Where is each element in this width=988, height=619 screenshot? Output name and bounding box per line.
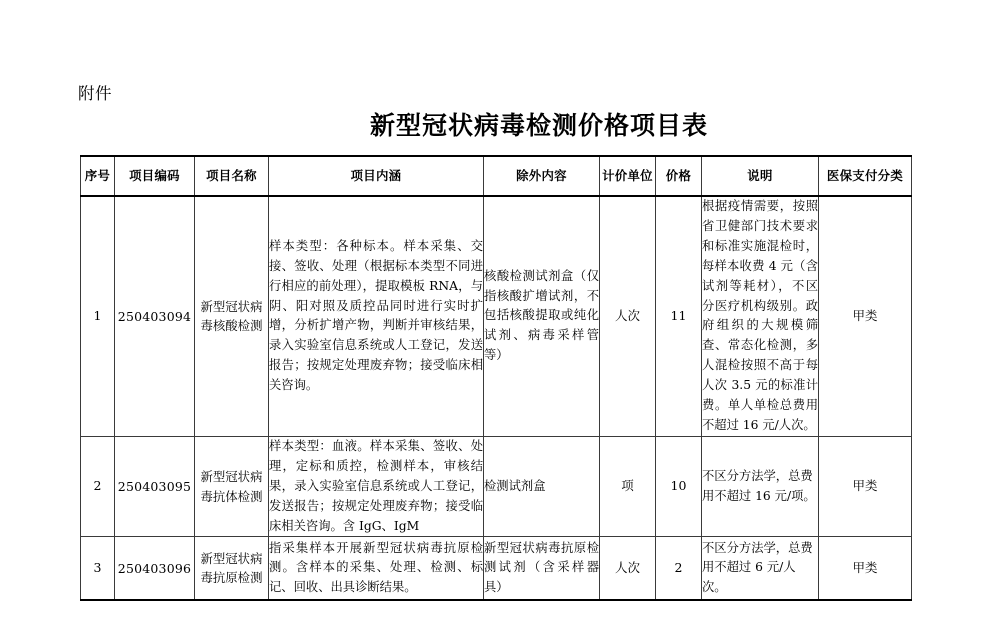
table-row [81,196,912,436]
cell-seq: 3 [81,537,115,601]
cell-connotation: 样本类型：血液。样本采集、签收、处理，定标和质控，检测样本，审核结果，录入实验室信息系统或人工登记，发送报告；按规定处理废弃物；接受临床相关咨询。含 IgG、IgM [269,436,484,537]
column-header-description: 说明 [702,156,819,196]
column-header-code: 项目编码 [115,156,195,196]
cell-category: 甲类 [819,537,912,601]
attachment-label: 附件 [78,84,112,103]
cell-exclusion: 检测试剂盒 [484,436,600,537]
table-header-row [81,156,912,196]
price-table [80,155,912,601]
column-header-connotation: 项目内涵 [269,156,484,196]
cell-name: 新型冠状病毒抗原检测 [195,537,269,601]
cell-name: 新型冠状病毒核酸检测 [195,196,269,436]
cell-description: 不区分方法学，总费用不超过 6 元/人次。 [702,537,819,601]
cell-unit: 项 [600,436,656,537]
table-row [81,537,912,601]
column-header-exclusion: 除外内容 [484,156,600,196]
column-header-name: 项目名称 [195,156,269,196]
cell-exclusion: 核酸检测试剂盒（仅指核酸扩增试剂，不包括核酸提取或纯化试剂、病毒采样管等） [484,196,600,436]
cell-seq: 2 [81,436,115,537]
cell-connotation: 样本类型：各种标本。样本采集、交接、签收、处理（根据标本类型不同进行相应的前处理），提取模板 RNA，与阴、阳对照及质控品同时进行实时扩增，分析扩增产物，判断并审核结果，录入实验室信息系统或人工登记，发送报告；按规定处理废弃物；接受临床相关咨询。 [269,196,484,436]
cell-code: 250403096 [115,537,195,601]
page-title: 新型冠状病毒检测价格项目表 [369,111,708,140]
cell-code: 250403094 [115,196,195,436]
cell-connotation: 指采集样本开展新型冠状病毒抗原检测。含样本的采集、处理、检测、标记、回收、出具诊断结果。 [269,537,484,601]
cell-code: 250403095 [115,436,195,537]
cell-description: 根据疫情需要，按照省卫健部门技术要求和标准实施混检时，每样本收费 4 元（含试剂等耗材），不区分医疗机构级别。政府组织的大规模筛查、常态化检测，多人混检按照不高于每人次 3.5 元的标准计费。单人单检总费用不超过 16 元/人次。 [702,196,819,436]
cell-category: 甲类 [819,196,912,436]
column-header-seq: 序号 [81,156,115,196]
cell-unit: 人次 [600,196,656,436]
price-table-container [80,155,911,601]
cell-price: 11 [656,196,702,436]
cell-exclusion: 新型冠状病毒抗原检测试剂（含采样器具） [484,537,600,601]
cell-description: 不区分方法学，总费用不超过 16 元/项。 [702,436,819,537]
column-header-price: 价格 [656,156,702,196]
cell-seq: 1 [81,196,115,436]
cell-name: 新型冠状病毒抗体检测 [195,436,269,537]
cell-unit: 人次 [600,537,656,601]
cell-price: 10 [656,436,702,537]
table-row [81,436,912,537]
cell-category: 甲类 [819,436,912,537]
column-header-unit: 计价单位 [600,156,656,196]
cell-price: 2 [656,537,702,601]
column-header-category: 医保支付分类 [819,156,912,196]
